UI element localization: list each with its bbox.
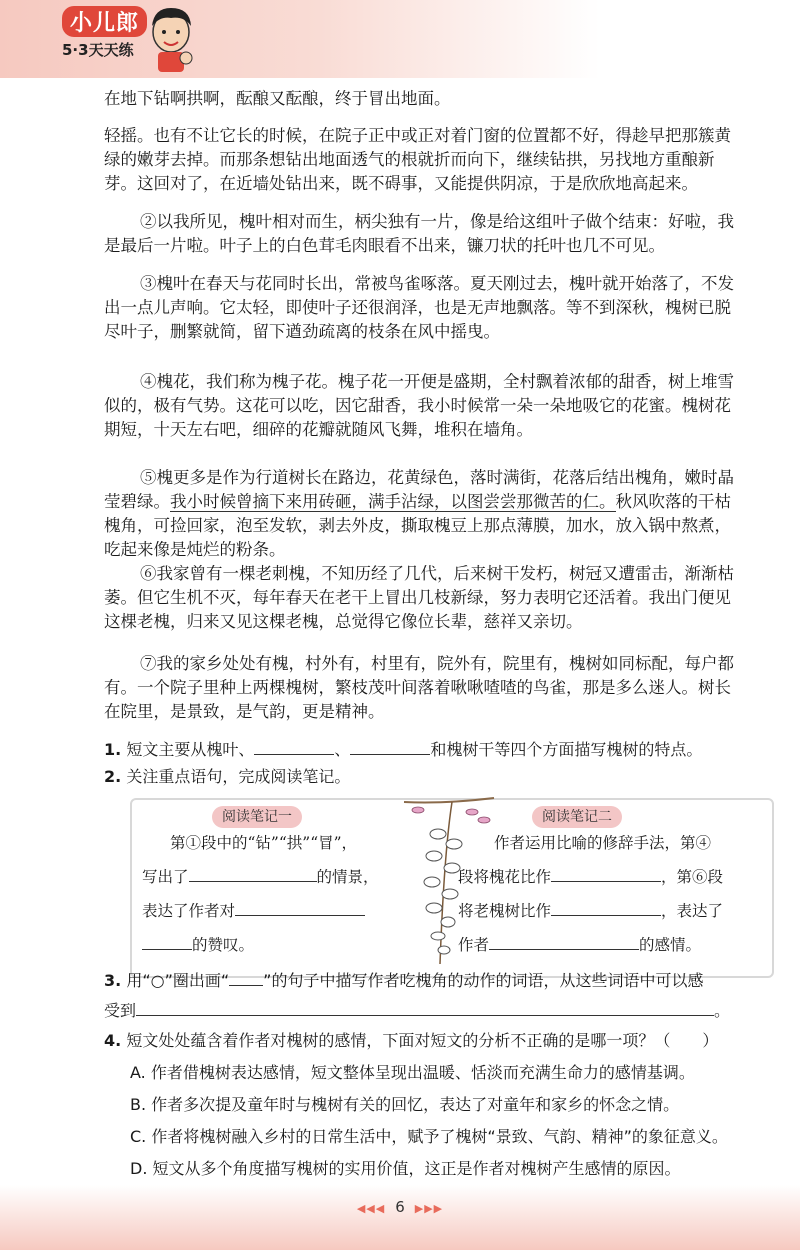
question-1-text-c: 和槐树干等四个方面描写槐树的特点。: [430, 740, 703, 759]
question-1-blank-1[interactable]: [254, 738, 334, 755]
logo-title: 小儿郎: [62, 6, 147, 37]
question-1-text-b: 、: [334, 740, 351, 759]
note-2-line-4-a: 作者: [458, 936, 490, 954]
question-4-text[interactable]: 短文处处蕴含着作者对槐树的感情，下面对短文的分析不正确的是哪一项？（ ）: [126, 1031, 719, 1050]
passage-paragraph-6: ⑥我家曾有一棵老刺槐，不知历经了几代，后来树干发朽，树冠又遭雷击，渐渐枯萎。但它生机不灭，每年春天在老干上冒出几枝新绿，努力表明它还活着。我出门便见这棵老槐，归来又见这棵老槐，总觉得它像位长辈，慈祥又亲切。: [104, 564, 734, 631]
passage-paragraph-1b: 轻摇。也有不让它长的时候，在院子正中或正对着门窗的位置都不好，得趁早把那簇黄绿的嫩芽去掉。而那条想钻出地面透气的根就折而向下，继续钻拱，另找地方重酿新芽。这回对了，在近墙处钻出来，既不碍事，又能提供阴凉，于是欣欣地高起来。: [104, 126, 731, 193]
note-1-line-3-a: 表达了作者对: [142, 902, 236, 920]
note-1-line-2-a: 写出了: [142, 868, 189, 886]
question-1-text-a: 短文主要从槐叶、: [126, 740, 255, 759]
note-2-line-1: 作者运用比喻的修辞手法，第④: [494, 834, 712, 852]
question-3-answer-blank[interactable]: [136, 999, 714, 1016]
note-2-line-3-b: ，表达了: [661, 902, 724, 920]
question-3-text-a: 用“○”圈出画“: [126, 971, 230, 990]
note-2-line-2-b: ，第⑥段: [661, 868, 724, 886]
question-3-number: 3.: [104, 971, 122, 990]
page-header: [0, 0, 800, 78]
option-a[interactable]: A. 作者借槐树表达感情，短文整体呈现出温暖、恬淡而充满生命力的感情基调。: [130, 1063, 695, 1082]
brand-logo: [62, 6, 147, 60]
passage-paragraph-7: ⑦我的家乡处处有槐，村外有，村里有，院外有，院里有，槐树如同标配，每户都有。一个院子里种上两棵槐树，繁枝茂叶间落着啾啾喳喳的鸟雀，那是多么迷人。树长在院里，是景致，是气韵，更是精神。: [104, 654, 734, 721]
page-footer: [0, 1185, 800, 1250]
page-number: 6: [395, 1198, 405, 1216]
note-2-line-2-a: 段将槐花比作: [458, 868, 552, 886]
note-2-line-3: [458, 894, 723, 928]
note-1-line-1: 第①段中的“钻”“拱”“冒”，: [170, 834, 358, 852]
note-2-blank-1[interactable]: [551, 865, 661, 882]
right-arrows-icon: ▶▶▶: [414, 1202, 444, 1215]
passage-line-1: 在地下钻啊拱啊，酝酿又酝酿，终于冒出地面。: [104, 89, 451, 108]
note-2-line-4-b: 的感情。: [639, 936, 702, 954]
question-3-text-d: 。: [714, 1001, 731, 1020]
option-b[interactable]: B. 作者多次提及童年时与槐树有关的回忆，表达了对童年和家乡的怀念之情。: [130, 1095, 680, 1114]
passage-paragraph-5: [104, 466, 744, 562]
note-1-line-2-b: 的情景，: [316, 868, 379, 886]
note-1-line-2: [142, 860, 379, 894]
note-1-title: 阅读笔记一: [212, 806, 302, 828]
note-2-blank-3[interactable]: [489, 933, 639, 950]
note-2-blank-2[interactable]: [551, 899, 661, 916]
note-2-title: 阅读笔记二: [532, 806, 622, 828]
underlined-sentence: 我小时候曾摘下来用砖砸，满手沾绿，以图尝尝那微苦的仁。: [170, 492, 616, 511]
note-2-line-3-a: 将老槐树比作: [458, 902, 552, 920]
question-1-number: 1.: [104, 740, 122, 759]
question-1-blank-2[interactable]: [350, 738, 430, 755]
question-2: [104, 766, 764, 788]
note-1-line-3: [142, 894, 365, 928]
note-2-line-4: [458, 928, 701, 962]
paragraph-5-text-a: ⑤槐更多是作为行道树长在路边，花黄绿色，落时满街，花落后结出槐角，嫩时晶莹碧绿。: [104, 468, 734, 511]
question-3-underline-sample: [229, 969, 263, 986]
left-arrows-icon: ◀◀◀: [356, 1202, 386, 1215]
note-2-line-2: [458, 860, 723, 894]
paragraph-5-text-b: 秋风吹落的干枯槐角，可捡回家，泡至发软，剥去外皮，撕取槐豆上那点薄膜，加水，放入锅中熬煮，吃起来像是炖烂的粉条。: [104, 492, 731, 559]
question-3-text-c: 受到: [104, 1001, 137, 1020]
logo-subtitle: 5·3天天练: [62, 41, 134, 59]
page-number-bar: [0, 1198, 800, 1216]
reading-notes-box: [130, 798, 774, 978]
question-2-number: 2.: [104, 767, 122, 786]
question-2-text: 关注重点语句，完成阅读笔记。: [126, 767, 351, 786]
question-1: [104, 738, 764, 761]
question-3-text-b: ”的句子中描写作者吃槐角的动作的词语，从这些词语中可以感: [263, 971, 704, 990]
question-4: [104, 1030, 764, 1052]
note-1-blank-2[interactable]: [235, 899, 365, 916]
passage-paragraph-4: ④槐花，我们称为槐子花。槐子花一开便是盛期，全村飘着浓郁的甜香，树上堆雪似的，极有气势。这花可以吃，因它甜香，我小时候常一朵一朵地吸它的花蜜。槐树花期短，十天左右吧，细碎的花瓣就随风飞舞，堆积在墙角。: [104, 372, 734, 439]
option-c[interactable]: C. 作者将槐树融入乡村的日常生活中，赋予了槐树“景致、气韵、精神”的象征意义。: [130, 1127, 728, 1146]
note-1-blank-1[interactable]: [189, 865, 317, 882]
question-3: [104, 966, 764, 1026]
mascot-boy-icon: [140, 2, 202, 74]
question-4-number: 4.: [104, 1031, 122, 1050]
passage-paragraph-3: ③槐叶在春天与花同时长出，常被鸟雀啄落。夏天刚过去，槐叶就开始落了，不发出一点儿声响。它太轻，即使叶子还很润泽，也是无声地飘落。等不到深秋，槐树已脱尽叶子，删繁就简，留下遒劲疏离的枝条在风中摇曳。: [104, 274, 734, 341]
note-1-blank-3[interactable]: [142, 933, 192, 950]
passage-paragraph-2: ②以我所见，槐叶相对而生，柄尖独有一片，像是给这组叶子做个结束：好啦，我是最后一片啦。叶子上的白色茸毛肉眼看不出来，镰刀状的托叶也几不可见。: [104, 212, 734, 255]
note-1-line-4: [142, 928, 254, 962]
option-d[interactable]: D. 短文从多个角度描写槐树的实用价值，这正是作者对槐树产生感情的原因。: [130, 1159, 681, 1178]
note-1-line-4-a: 的赞叹。: [192, 936, 255, 954]
